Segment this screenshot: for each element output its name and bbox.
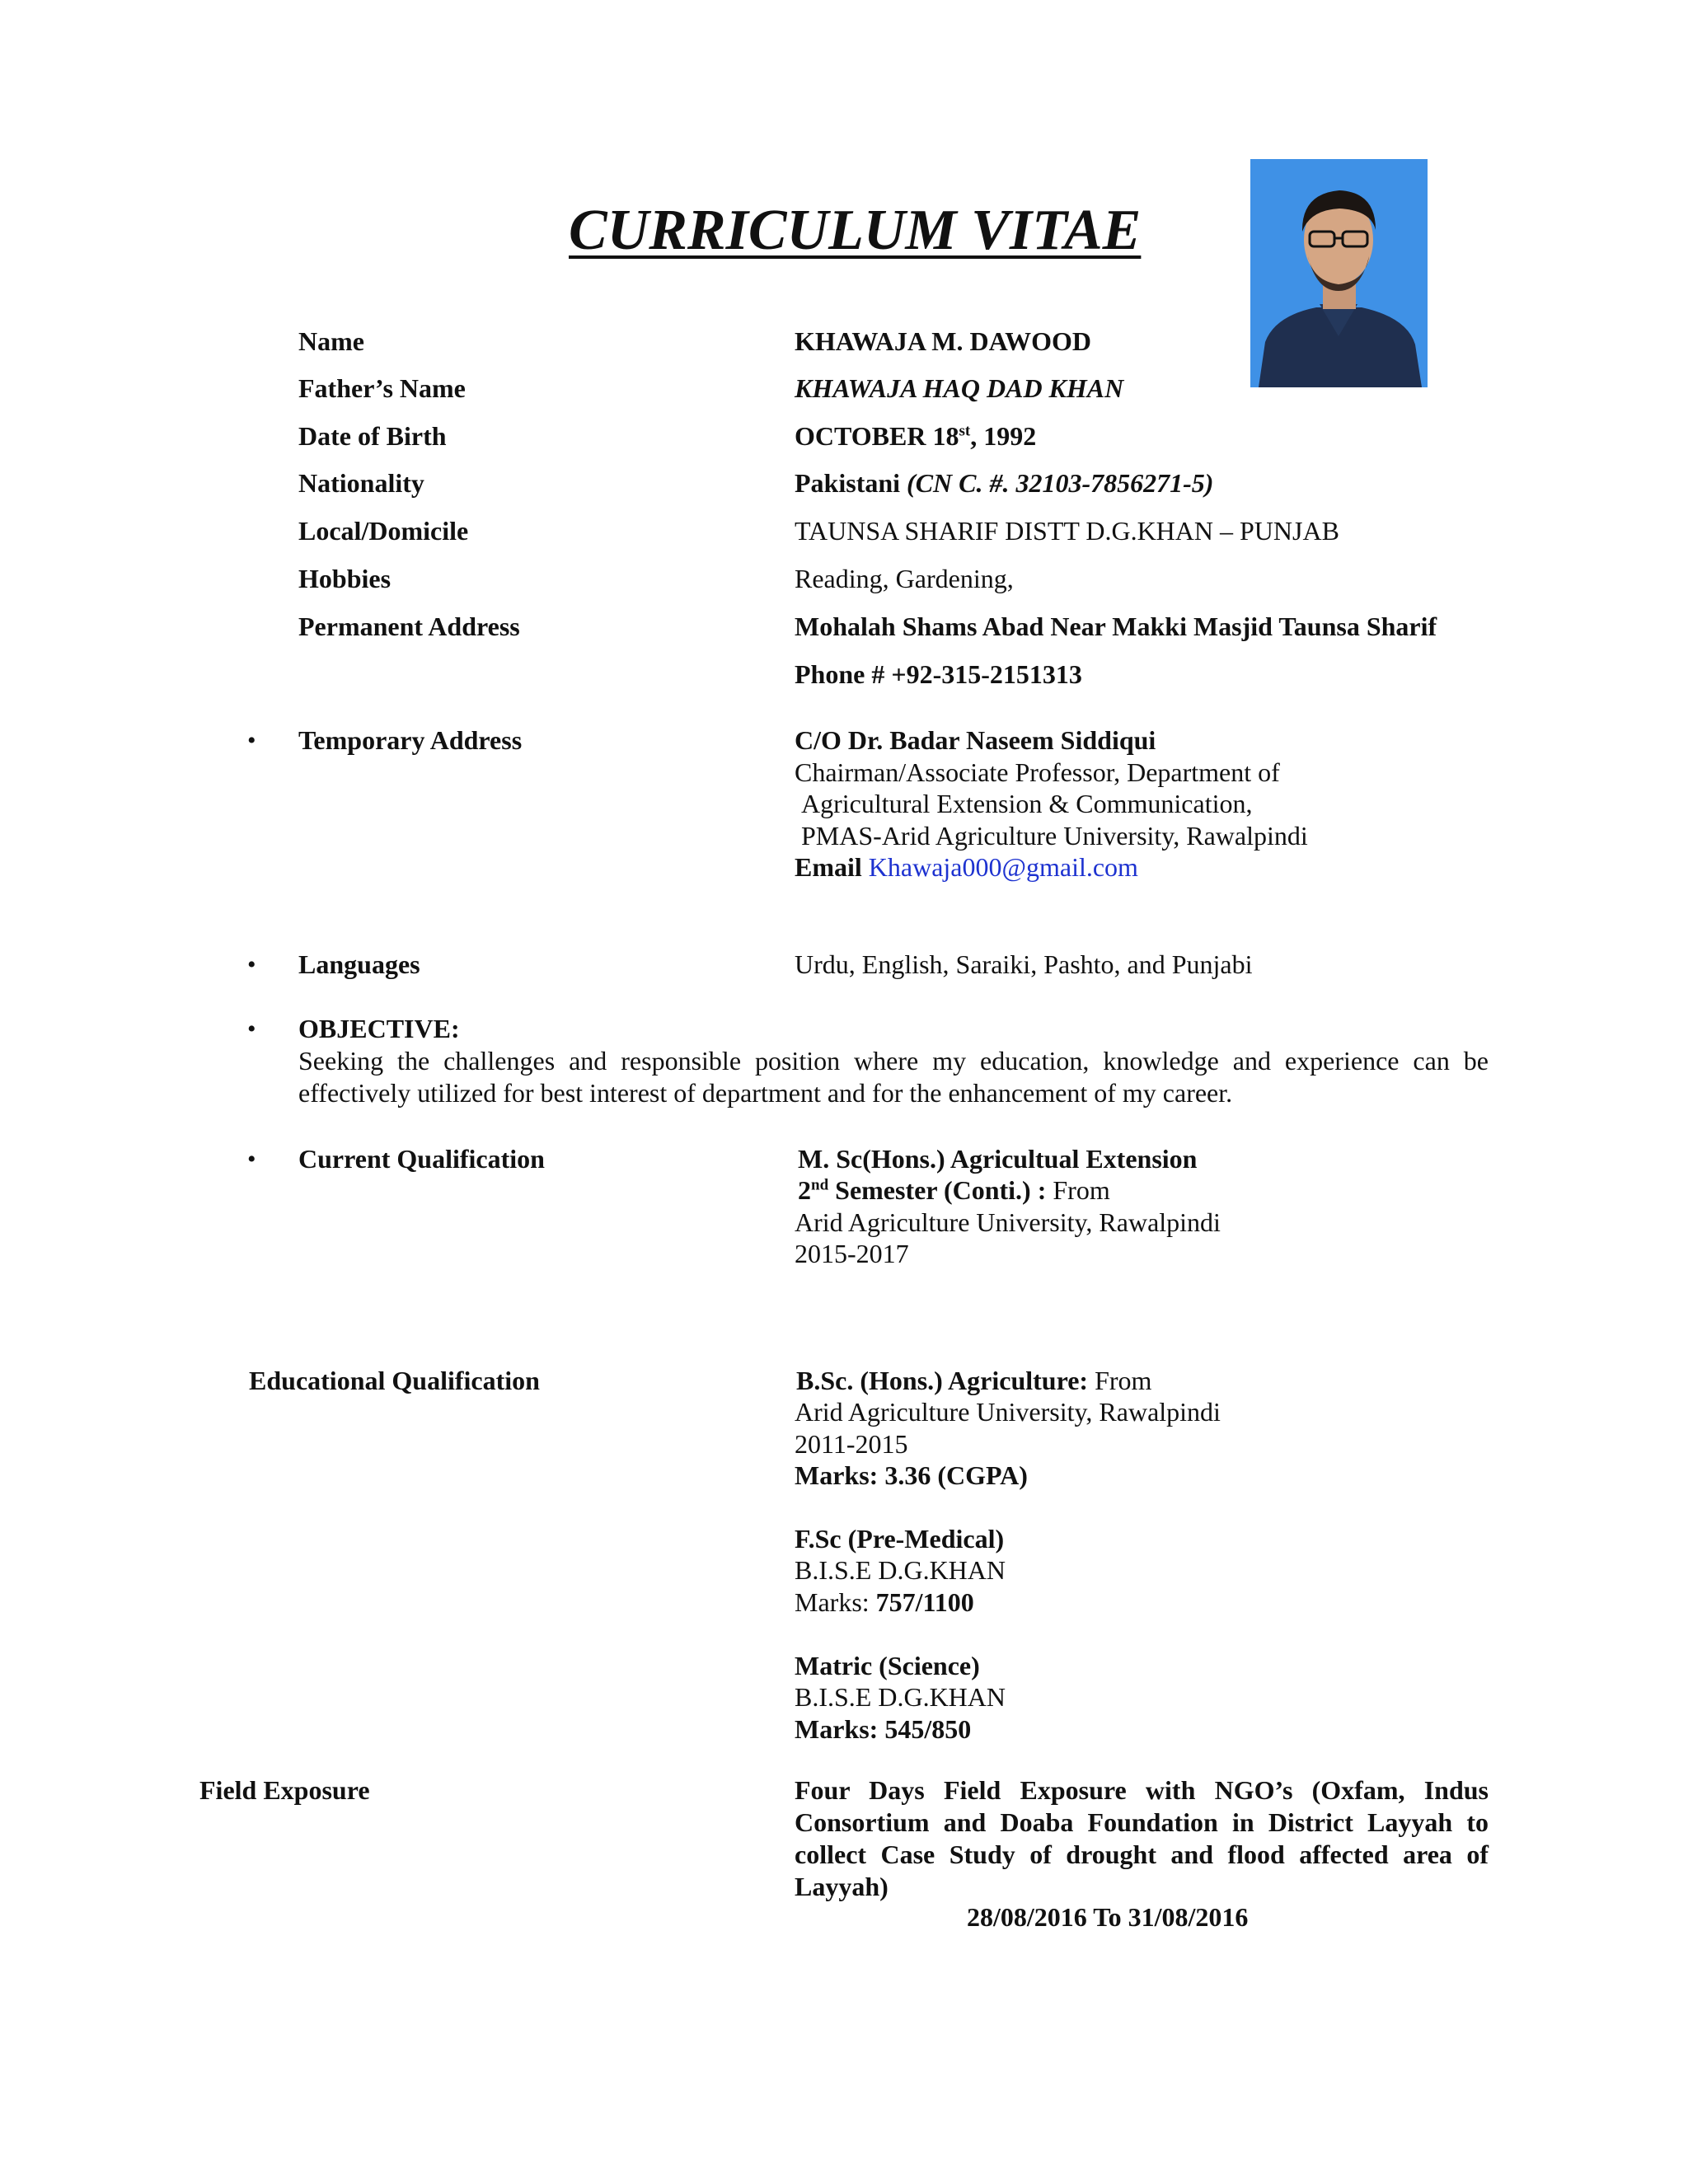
current-degree: M. Sc(Hons.) Agricultual Extension xyxy=(798,1144,1198,1174)
permanent-address-value: Mohalah Shams Abad Near Makki Masjid Taunsa Sharif xyxy=(795,612,1437,641)
objective-label: OBJECTIVE: xyxy=(298,1014,460,1043)
email-row xyxy=(795,851,1138,883)
father-name-label: Father’s Name xyxy=(298,373,466,403)
name-value: KHAWAJA M. DAWOOD xyxy=(795,326,1092,356)
temporary-address-line3: Agricultural Extension & Communication, xyxy=(801,789,1253,818)
email-link[interactable]: Khawaja000@gmail.com xyxy=(868,852,1138,882)
dob-value: OCTOBER 18st, 1992 xyxy=(795,421,1037,451)
cnic-number: (CN C. #. 32103-7856271-5) xyxy=(907,468,1214,498)
bsc-institution: Arid Agriculture University, Rawalpindi xyxy=(795,1397,1221,1427)
fsc-board: B.I.S.E D.G.KHAN xyxy=(795,1555,1006,1585)
profile-photo xyxy=(1250,159,1428,387)
bsc-years: 2011-2015 xyxy=(795,1429,908,1459)
matric-board: B.I.S.E D.G.KHAN xyxy=(795,1682,1006,1712)
objective-text-line2: effectively utilized for best interest of department and for the enhancement of my career. xyxy=(298,1078,1233,1108)
domicile-value: TAUNSA SHARIF DISTT D.G.KHAN – PUNJAB xyxy=(795,516,1339,546)
matric-marks: Marks: 545/850 xyxy=(795,1714,972,1744)
current-years: 2015-2017 xyxy=(795,1239,909,1268)
matric-degree: Matric (Science) xyxy=(795,1651,980,1680)
temporary-address-line1: C/O Dr. Badar Naseem Siddiqui xyxy=(795,725,1156,755)
educational-qualification-label: Educational Qualification xyxy=(249,1366,540,1395)
name-label: Name xyxy=(298,326,364,356)
permanent-address-label: Permanent Address xyxy=(298,612,520,641)
objective-text-line1: Seeking the challenges and responsible position where my education, knowledge and experience can be xyxy=(298,1046,1489,1076)
fsc-degree: F.Sc (Pre-Medical) xyxy=(795,1524,1005,1554)
fsc-marks: Marks: 757/1100 xyxy=(795,1587,974,1617)
temporary-address-line4: PMAS-Arid Agriculture University, Rawalpindi xyxy=(801,821,1308,851)
current-institution: Arid Agriculture University, Rawalpindi xyxy=(795,1207,1221,1237)
current-semester: 2nd Semester (Conti.) : From xyxy=(798,1175,1110,1205)
field-exposure-label: Field Exposure xyxy=(199,1775,370,1805)
bullet-icon: • xyxy=(247,727,256,754)
hobbies-value: Reading, Gardening, xyxy=(795,564,1014,593)
bullet-icon: • xyxy=(247,1015,256,1043)
languages-label: Languages xyxy=(298,949,420,979)
current-qualification-label: Current Qualification xyxy=(298,1144,545,1174)
nationality-label: Nationality xyxy=(298,468,424,498)
page-title: CURRICULUM VITAE xyxy=(569,199,1142,262)
bsc-degree: B.Sc. (Hons.) Agriculture: From xyxy=(796,1366,1152,1395)
domicile-label: Local/Domicile xyxy=(298,516,469,546)
languages-value: Urdu, English, Saraiki, Pashto, and Punjabi xyxy=(795,949,1253,979)
email-label: Email xyxy=(795,852,862,882)
nationality-value: Pakistani (CN C. #. 32103-7856271-5) xyxy=(795,468,1214,498)
bullet-icon: • xyxy=(247,1146,256,1173)
temporary-address-line2: Chairman/Associate Professor, Department of xyxy=(795,757,1280,787)
bullet-icon: • xyxy=(247,951,256,978)
dob-label: Date of Birth xyxy=(298,421,447,451)
field-exposure-text: Four Days Field Exposure with NGO’s (Oxfam, Indus Consortium and Doaba Foundation in District Layyah to collect Case Study of drought and flood affected area of Layyah) xyxy=(795,1775,1489,1901)
father-name-value: KHAWAJA HAQ DAD KHAN xyxy=(795,373,1124,403)
field-exposure-dates: 28/08/2016 To 31/08/2016 xyxy=(967,1902,1249,1932)
phone-number: Phone # +92-315-2151313 xyxy=(795,659,1082,689)
temporary-address-label: Temporary Address xyxy=(298,725,523,755)
hobbies-label: Hobbies xyxy=(298,564,392,593)
bsc-marks: Marks: 3.36 (CGPA) xyxy=(795,1460,1028,1490)
